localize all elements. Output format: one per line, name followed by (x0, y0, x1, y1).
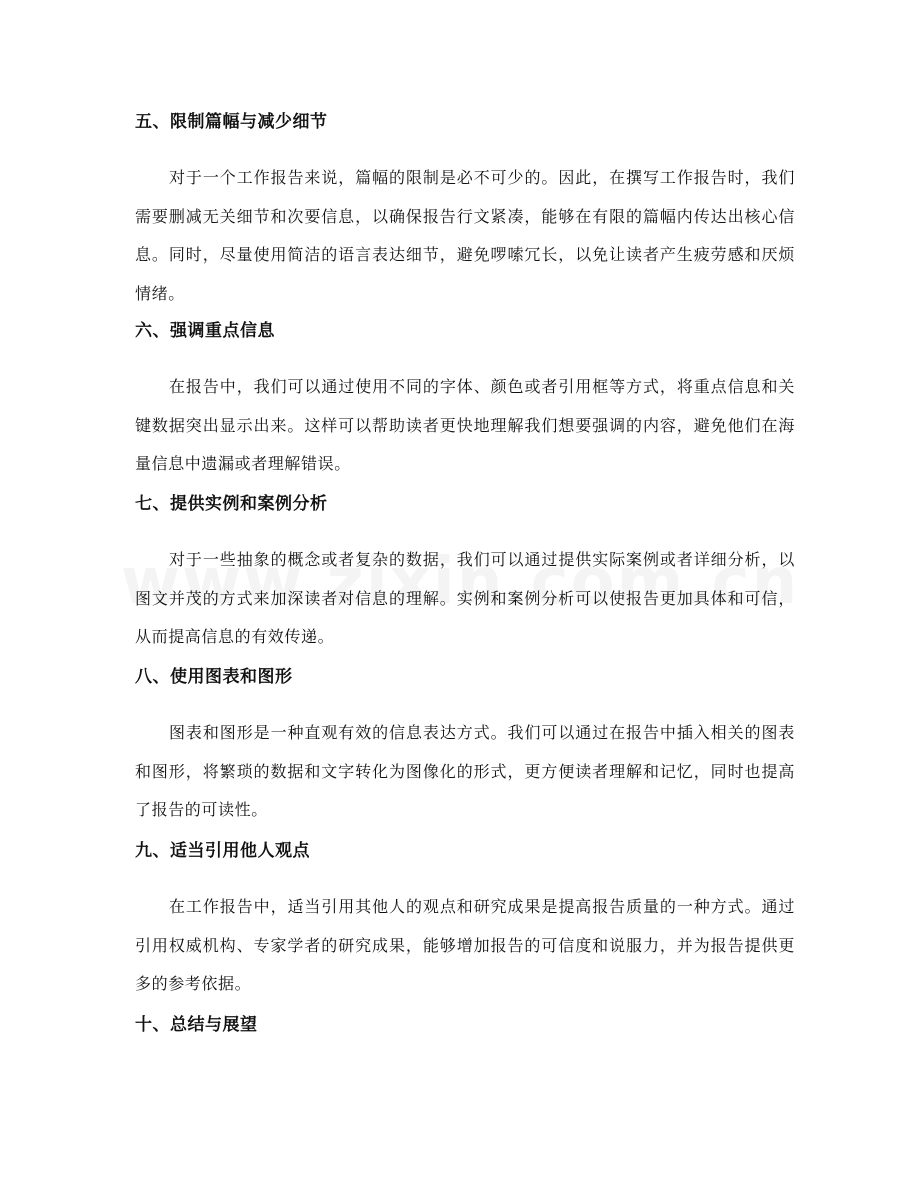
section-paragraph: 在报告中，我们可以通过使用不同的字体、颜色或者引用框等方式，将重点信息和关键数据突出显示出来。这样可以帮助读者更快地理解我们想要强调的内容，避免他们在海量信息中遗漏或者理解错误。 (135, 377, 795, 473)
section-10 (135, 1014, 795, 1036)
section-9 (135, 840, 795, 1004)
section-heading: 十、总结与展望 (135, 1015, 258, 1035)
section-paragraph: 对于一些抽象的概念或者复杂的数据，我们可以通过提供实际案例或者详细分析，以图文并茂的方式来加深读者对信息的理解。实例和案例分析可以使报告更加具体和可信，从而提高信息的有效传递。 (135, 550, 795, 646)
section-7 (135, 493, 795, 657)
section-heading: 八、使用图表和图形 (135, 667, 293, 687)
section-heading: 七、提供实例和案例分析 (135, 494, 328, 514)
section-8 (135, 666, 795, 830)
section-6 (135, 320, 795, 484)
section-paragraph: 图表和图形是一种直观有效的信息表达方式。我们可以通过在报告中插入相关的图表和图形，将繁琐的数据和文字转化为图像化的形式，更方便读者理解和记忆，同时也提高了报告的可读性。 (135, 723, 795, 819)
section-heading: 六、强调重点信息 (135, 321, 275, 341)
section-paragraph: 在工作报告中，适当引用其他人的观点和研究成果是提高报告质量的一种方式。通过引用权威机构、专家学者的研究成果，能够增加报告的可信度和说服力，并为报告提供更多的参考依据。 (135, 897, 795, 993)
section-5 (135, 111, 795, 313)
section-heading: 五、限制篇幅与减少细节 (135, 112, 328, 132)
section-heading: 九、适当引用他人观点 (135, 841, 310, 861)
section-paragraph: 对于一个工作报告来说，篇幅的限制是必不可少的。因此，在撰写工作报告时，我们需要删减无关细节和次要信息，以确保报告行文紧凑，能够在有限的篇幅内传达出核心信息。同时，尽量使用简洁的语言表达细节，避免啰嗦冗长，以免让读者产生疲劳感和厌烦情绪。 (135, 168, 795, 303)
